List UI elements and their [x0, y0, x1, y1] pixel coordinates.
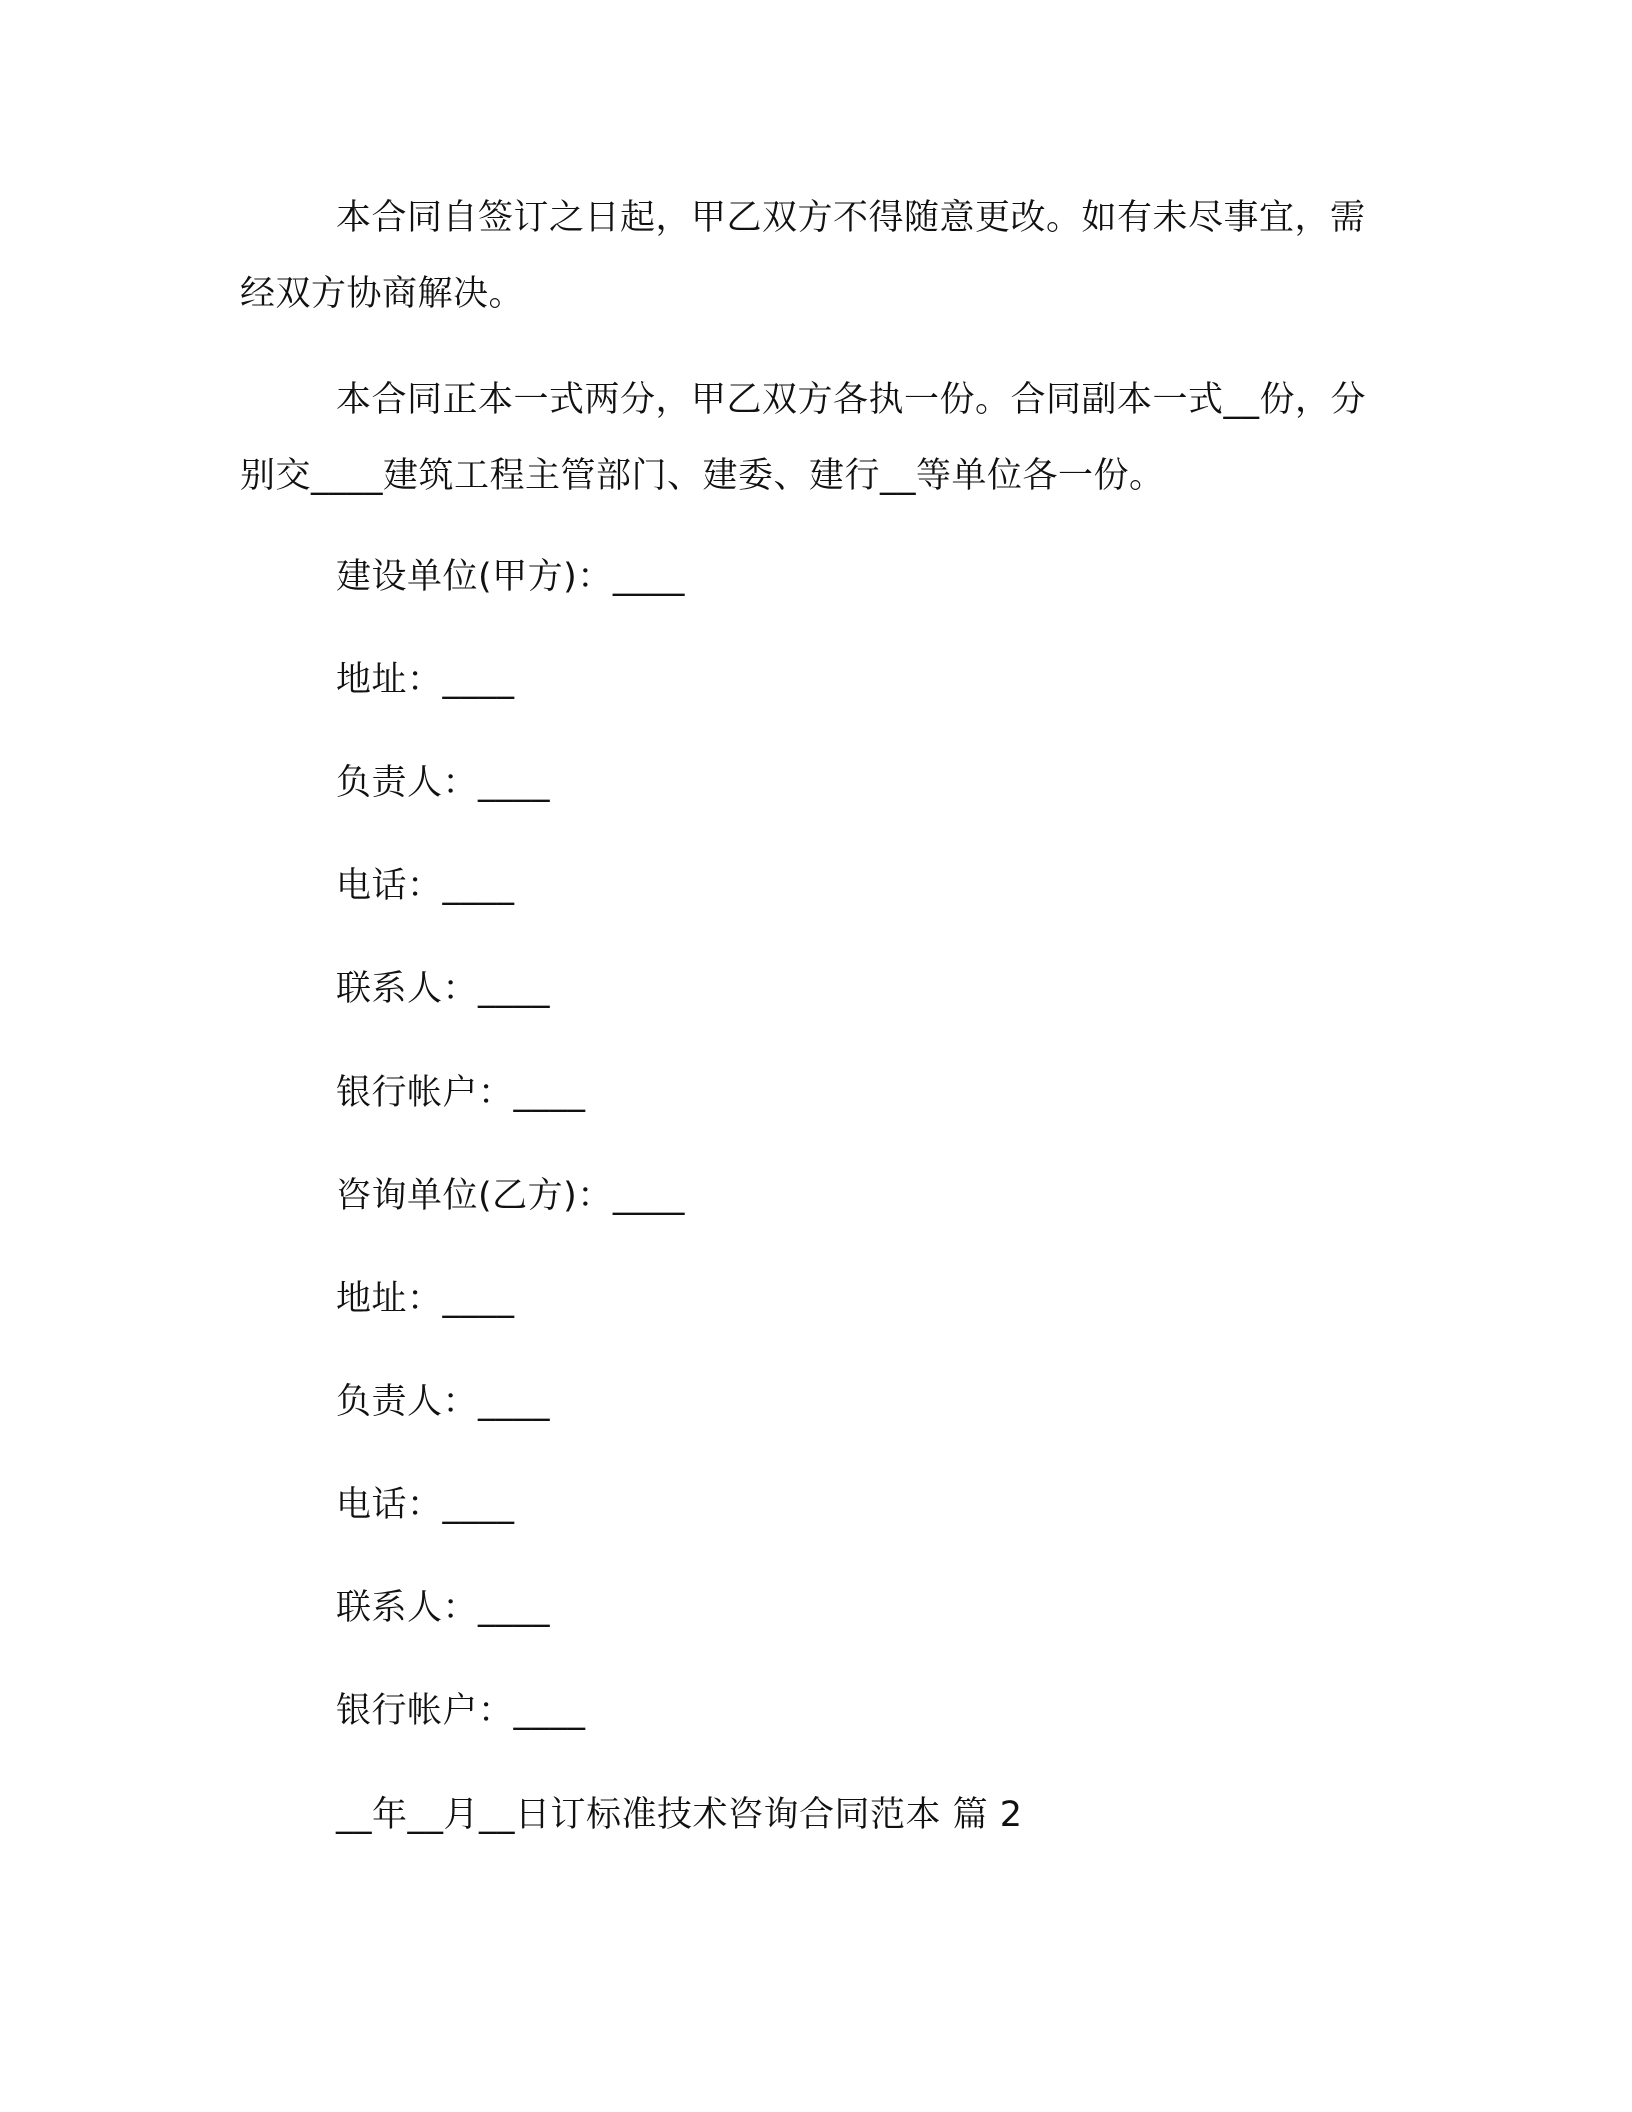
party-b-contact-label: 联系人： [336, 1588, 479, 1628]
party-b-contact-field [336, 1583, 550, 1633]
party-b-unit-field [336, 1171, 685, 1221]
party-a-person-value: ____ [478, 763, 551, 803]
party-b-bank-label: 银行帐户： [336, 1691, 514, 1731]
party-a-bank-field [336, 1068, 586, 1118]
party-a-unit-value: ____ [612, 557, 685, 597]
party-b-bank-value: ____ [513, 1691, 586, 1731]
party-a-unit-field [336, 552, 685, 602]
party-b-person-label: 负责人： [336, 1382, 479, 1422]
party-a-address-label: 地址： [336, 660, 443, 700]
party-a-bank-value: ____ [513, 1073, 586, 1113]
party-a-unit-label: 建设单位(甲方)： [336, 557, 613, 597]
party-a-person-label: 负责人： [336, 763, 479, 803]
paragraph-amendment-clause: 本合同自签订之日起，甲乙双方不得随意更改。如有未尽事宜，需经双方协商解决。 [240, 198, 1366, 314]
party-b-address-value: ____ [442, 1279, 515, 1319]
party-a-phone-field [336, 861, 515, 911]
party-a-address-field [336, 655, 515, 705]
party-a-contact-label: 联系人： [336, 969, 479, 1009]
party-a-contact-field [336, 964, 550, 1014]
party-b-unit-value: ____ [612, 1176, 685, 1216]
closing-line: __年__月__日订标准技术咨询合同范本 篇 2 [336, 1795, 1023, 1835]
party-b-person-field [336, 1377, 550, 1427]
party-a-address-value: ____ [442, 660, 515, 700]
party-b-address-label: 地址： [336, 1279, 443, 1319]
party-b-person-value: ____ [478, 1382, 551, 1422]
party-b-phone-label: 电话： [336, 1485, 443, 1525]
party-b-contact-value: ____ [478, 1588, 551, 1628]
party-b-unit-label: 咨询单位(乙方)： [336, 1176, 613, 1216]
party-a-phone-value: ____ [442, 866, 515, 906]
party-b-phone-field [336, 1480, 515, 1530]
paragraph-copies-clause: 本合同正本一式两分，甲乙双方各执一份。合同副本一式__份，分别交____建筑工程主管部门、建委、建行__等单位各一份。 [240, 380, 1367, 496]
party-a-phone-label: 电话： [336, 866, 443, 906]
party-b-phone-value: ____ [442, 1485, 515, 1525]
party-b-bank-field [336, 1686, 586, 1736]
party-a-person-field [336, 758, 550, 808]
party-b-address-field [336, 1274, 515, 1324]
party-a-bank-label: 银行帐户： [336, 1073, 514, 1113]
party-a-contact-value: ____ [478, 969, 551, 1009]
